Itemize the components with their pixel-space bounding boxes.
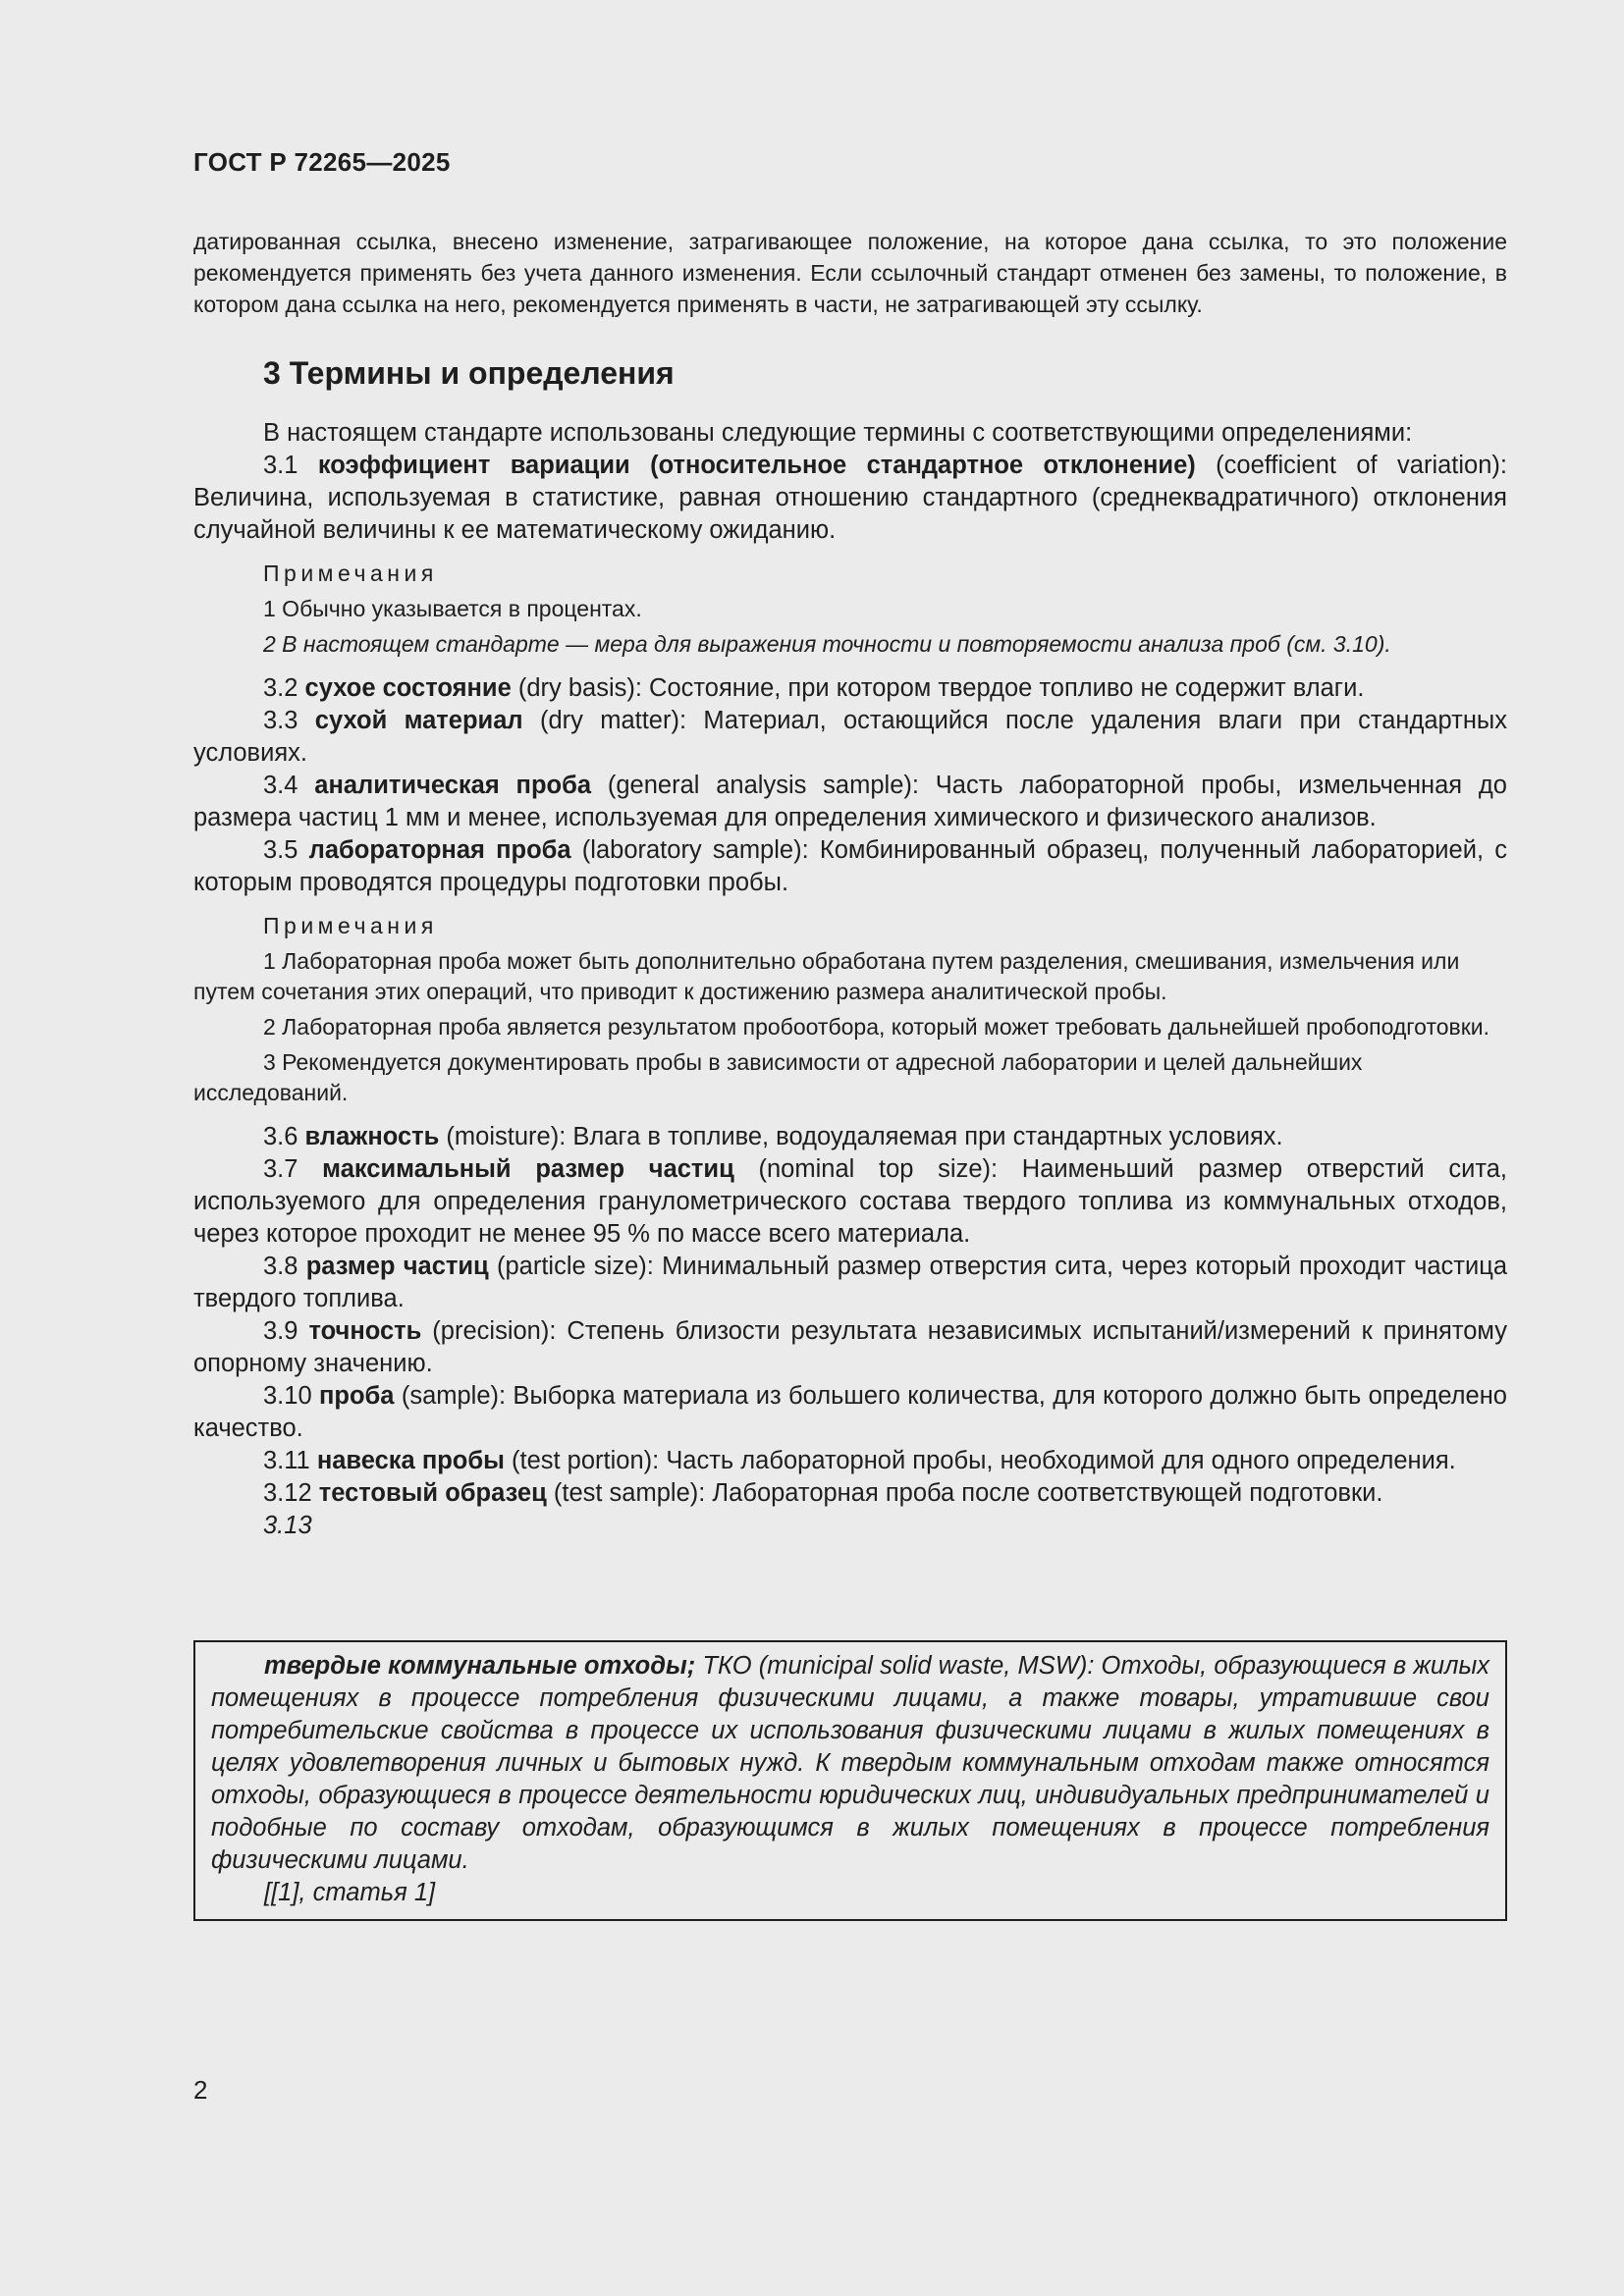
- intro-text: датированная ссылка, внесено изменение, затрагивающее положение, на которое дана ссылка, то это положение рекомендуется применять без учета данного изменения. Если ссылочный стандарт отменен без замены, то положение, в котором дана ссылка на него, рекомендуется применять в части, не затрагивающей эту ссылку.: [193, 229, 1507, 317]
- notes-heading: Примечания: [263, 913, 438, 938]
- document-header: ГОСТ Р 72265—2025: [193, 147, 451, 177]
- term-definition: ТКО (municipal solid waste, MSW): Отходы, образующиеся в жилых помещениях в процессе потребления физическими лицами, а также товары, утратившие свои потребительские свойства в процессе их использования физическими лицами в жилых помещениях в целях удовлетворения личных и бытовых нужд. К твердым коммунальным отходам также относятся отходы, образующиеся в процессе деятельности юридических лиц, индивидуальных предпринимателей и подобные по составу отходам, образующимся в жилых помещениях в процессе потребления физическими лицами.: [211, 1652, 1490, 1874]
- term-3-12: 3.12 тестовый образец (test sample): Лабораторная проба после соответствующей подготовки.: [263, 1479, 1383, 1507]
- term-3-4: 3.4 аналитическая проба (general analysis sample): Часть лабораторной пробы, измельченная до размера частиц 1 мм и менее, используемая для определения химического и физического анализов.: [193, 772, 1507, 831]
- page-number: 2: [193, 2075, 208, 2105]
- section-title: 3 Термины и определения: [263, 355, 675, 391]
- term-3-10: 3.10 проба (sample): Выборка материала из большего количества, для которого должно быть определено качество.: [193, 1382, 1507, 1442]
- term-3-7: 3.7 максимальный размер частиц (nominal top size): Наименьший размер отверстий сита, используемого для определения гранулометрического состава твердого топлива из коммунальных отходов, через которое проходит не менее 95 % по массе всего материала.: [193, 1155, 1507, 1248]
- term-3-8: 3.8 размер частиц (particle size): Минимальный размер отверстия сита, через который проходит частица твердого топлива.: [193, 1253, 1508, 1312]
- term-definition: (coefficient of variation): Величина, используемая в статистике, равная отношению стандартного (среднеквадратичного) отклонения случайной величины к ее математическому ожиданию.: [193, 452, 1507, 544]
- term-3-5: 3.5 лабораторная проба (laboratory sample): Комбинированный образец, полученный лабораторией, с которым проводятся процедуры подготовки пробы.: [193, 836, 1507, 896]
- terms-list: [193, 417, 1507, 1542]
- term-3-6: 3.6 влажность (moisture): Влага в топливе, водоудаляемая при стандартных условиях.: [263, 1123, 1283, 1150]
- note-item: 2 Лабораторная проба является результатом пробоотбора, который может требовать дальнейшей пробоподготовки.: [263, 1014, 1490, 1040]
- term-3-13: [211, 1650, 1489, 1877]
- term-3-2: 3.2 сухое состояние (dry basis): Состояние, при котором твердое топливо не содержит влаги.: [263, 674, 1365, 702]
- note-item: 1 Лабораторная проба может быть дополнительно обработана путем разделения, смешивания, измельчения или путем сочетания этих операций, что приводит к достижению размера аналитической пробы.: [193, 948, 1460, 1004]
- notes-heading: Примечания: [263, 561, 438, 586]
- term-3-1: [193, 450, 1507, 547]
- term-3-13-box: [193, 1640, 1507, 1921]
- term-number: 3.1: [263, 452, 298, 479]
- term-3-3: 3.3 сухой материал (dry matter): Материал, остающийся после удаления влаги при стандартных условиях.: [193, 707, 1508, 767]
- term-name: твердые коммунальные отходы;: [264, 1652, 696, 1680]
- term-3-11: 3.11 навеска пробы (test portion): Часть лабораторной пробы, необходимой для одного определения.: [263, 1447, 1456, 1474]
- term-name: коэффициент вариации (относительное стандартное отклонение): [317, 452, 1196, 479]
- term-source: [[1], статья 1]: [264, 1879, 436, 1906]
- term-3-13-number: 3.13: [263, 1512, 312, 1539]
- note-item: 3 Рекомендуется документировать пробы в зависимости от адресной лаборатории и целей дальнейших исследований.: [193, 1049, 1363, 1105]
- section-lead: В настоящем стандарте использованы следующие термины с соответствующими определениями:: [263, 419, 1413, 447]
- intro-paragraph: [193, 226, 1507, 320]
- note-item: 1 Обычно указывается в процентах.: [263, 596, 642, 621]
- term-3-9: 3.9 точность (precision): Степень близости результата независимых испытаний/измерений к принятому опорному значению.: [193, 1317, 1507, 1377]
- note-item: 2 В настоящем стандарте — мера для выражения точности и повторяемости анализа проб (см. 3.10).: [263, 631, 1391, 657]
